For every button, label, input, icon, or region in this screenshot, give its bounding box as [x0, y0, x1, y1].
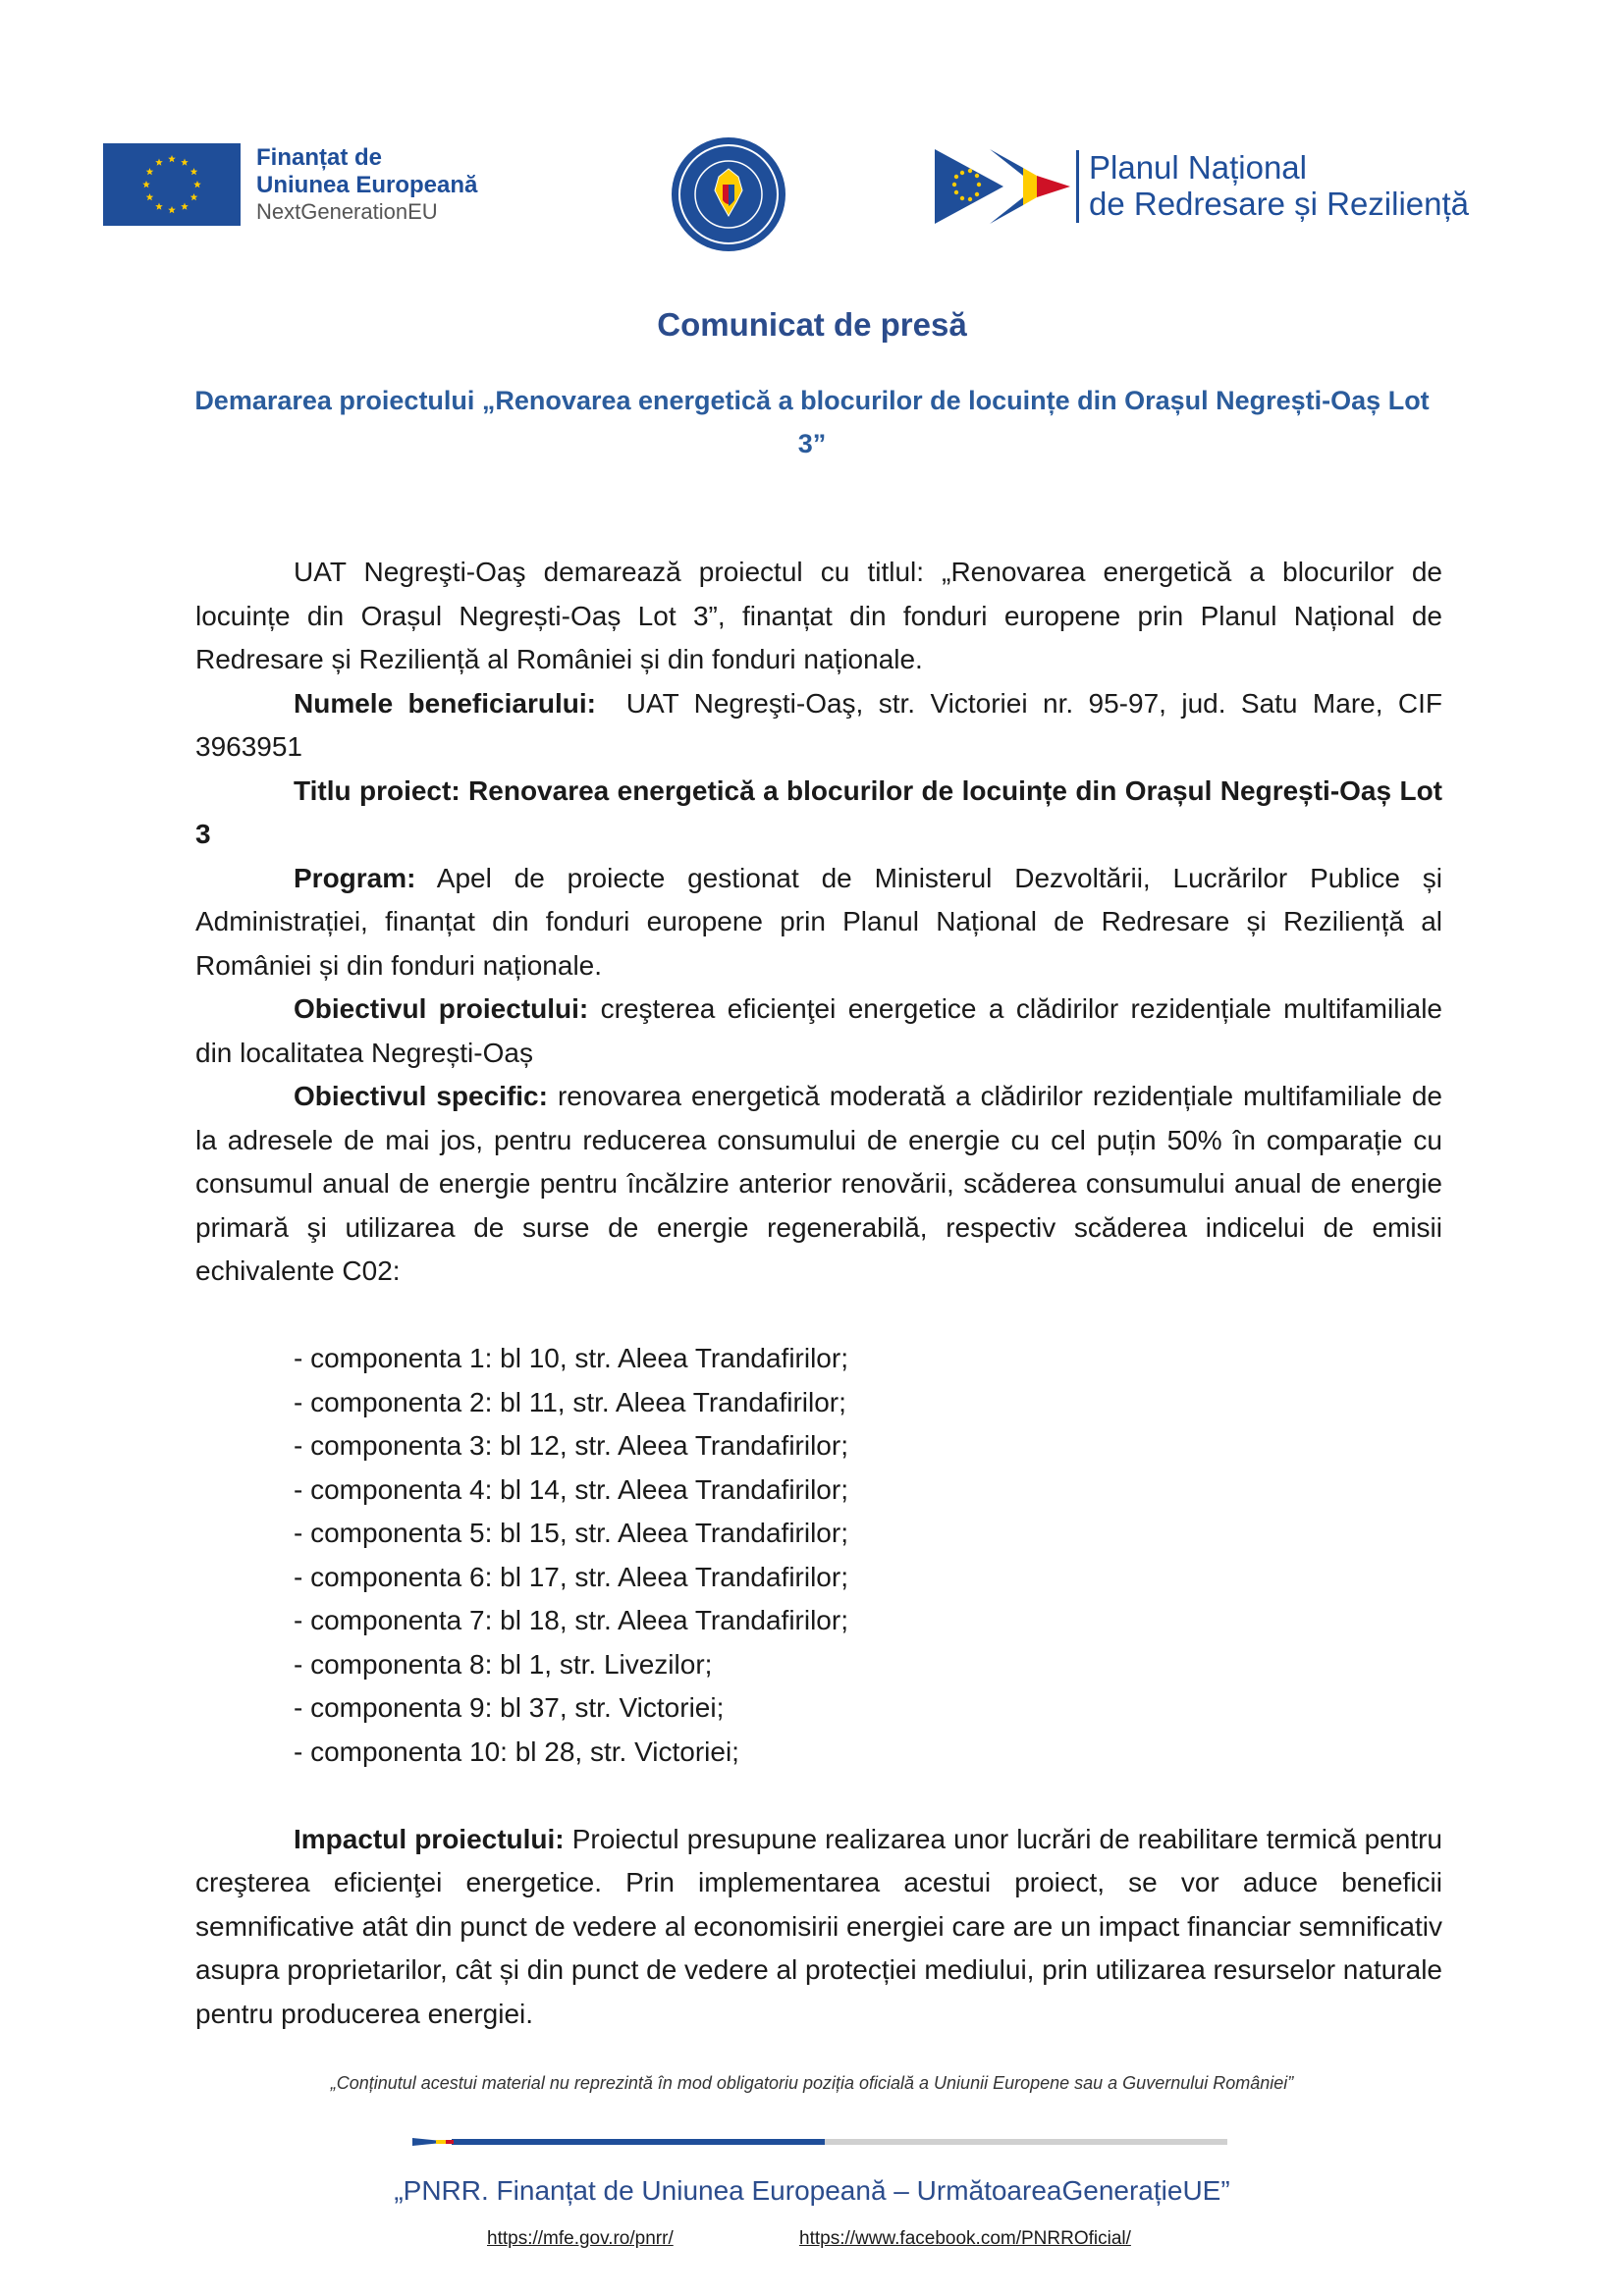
program-value: Apel de proiecte gestionat de Ministerul Dezvoltării, Lucrărilor Publice și Administrației, finanțat din fonduri europene prin Planul Național de Redresare și Reziliență al României și din fonduri naționale.	[195, 862, 1443, 981]
eu-logo-line2: Uniunea Europeană	[256, 172, 478, 199]
eu-logo-line3: NextGenerationEU	[256, 199, 438, 225]
components-list	[195, 1337, 1442, 1774]
list-item: - componenta 9: bl 37, str. Victoriei;	[294, 1692, 725, 1723]
objective-paragraph	[195, 988, 1442, 1075]
page-title: Comunicat de presă	[657, 306, 967, 343]
facebook-link[interactable]: https://www.facebook.com/PNRROficial/	[799, 2228, 1131, 2249]
list-item: - componenta 10: bl 28, str. Victoriei;	[294, 1735, 739, 1767]
pnrr-logo-line1: Planul Național	[1089, 149, 1307, 187]
list-item: - componenta 3: bl 12, str. Aleea Trandafirilor;	[294, 1430, 848, 1461]
footer-links	[0, 2228, 1624, 2258]
program-paragraph	[195, 857, 1442, 988]
specific-objective-value: renovarea energetică moderată a clădirilor rezidențiale multifamiliale de la adresele de mai jos, pentru reducerea consumului de energie cu cel puțin 50% în comparație cu consumul anual de energie pentru încălzire anterior renovării, scăderea consumului anual de energie primară şi utilizarea de surse de energie regenerabilă, respectiv scăderea indicelui de emisii echivalente C02:	[195, 1081, 1443, 1286]
impact-paragraph	[195, 1818, 1442, 2037]
eu-logo-line1: Finanțat de	[256, 143, 383, 171]
eu-flag-icon	[103, 143, 241, 226]
impact-label: Impactul proiectului:	[294, 1823, 565, 1854]
intro-paragraph: UAT Negreşti-Oaş demarează proiectul cu titlul: „Renovarea energetică a blocurilor de locuințe din Orașul Negrești-Oaș Lot 3”, finanțat din fonduri europene prin Planul Național de Redresare și Reziliență al României și din fonduri naționale.	[195, 557, 1442, 674]
list-item: - componenta 2: bl 11, str. Aleea Trandafirilor;	[294, 1386, 846, 1417]
list-item: - componenta 8: bl 1, str. Livezilor;	[294, 1648, 713, 1680]
specific-objective-paragraph	[195, 1075, 1442, 1294]
list-item: - componenta 5: bl 15, str. Aleea Trandafirilor;	[294, 1518, 848, 1548]
pnrr-flag-icon	[935, 149, 1072, 224]
objective-value: creşterea eficienţei energetice a clădirilor rezidențiale multifamiliale din localitatea Negrești-Oaș	[195, 993, 1442, 1068]
beneficiary-label: Numele beneficiarului:	[294, 687, 596, 719]
pnrr-logo-line2: de Redresare și Reziliență	[1089, 186, 1470, 222]
footer-slogan: „PNRR. Finanțat de Uniunea Europeană – UrmătoareaGenerațieUE”	[394, 2175, 1230, 2206]
list-item: - componenta 7: bl 18, str. Aleea Trandafirilor;	[294, 1605, 848, 1635]
header-logos	[0, 126, 1624, 263]
pnrr-logo	[935, 149, 1469, 224]
program-label: Program:	[294, 862, 416, 893]
list-item: - componenta 4: bl 14, str. Aleea Trandafirilor;	[294, 1473, 848, 1505]
impact-value: Proiectul presupune realizarea unor lucrări de reabilitare termică pentru creşterea eficienţei energetice. Prin implementarea acestui proiect, se vor aduce beneficii semnificative atât din punct de vedere al economisirii energiei care are un impact financiar semnificativ asupra proprietarilor, cât și din punct de vedere al protecției mediului, prin utilizarea resurselor naturale pentru producerea energiei.	[195, 1823, 1443, 2029]
footer-flag-bar	[412, 2136, 1227, 2148]
eu-funding-logo	[103, 143, 477, 226]
specific-objective-label: Obiectivul specific:	[294, 1081, 548, 1111]
project-title-label: Titlu proiect:	[294, 774, 460, 806]
document-body	[195, 551, 1442, 2036]
beneficiary-paragraph	[195, 682, 1442, 770]
project-title-paragraph	[195, 770, 1442, 857]
page-subtitle: Demararea proiectului „Renovarea energetică a blocurilor de locuințe din Orașul Negrești-Oaș Lot 3”	[194, 386, 1430, 458]
pnrr-website-link[interactable]: https://mfe.gov.ro/pnrr/	[487, 2228, 674, 2249]
project-title-value: Renovarea energetică a blocurilor de locuințe din Orașul Negrești-Oaș Lot 3	[195, 774, 1442, 849]
pnrr-separator	[1076, 150, 1079, 223]
list-item: - componenta 1: bl 10, str. Aleea Trandafirilor;	[294, 1343, 848, 1373]
footer-disclaimer: „Conținutul acestui material nu reprezintă în mod obligatoriu poziția oficială a Uniunii Europene sau a Guvernului României”	[330, 2073, 1294, 2093]
romanian-government-seal-icon	[668, 133, 789, 255]
objective-label: Obiectivul proiectului:	[294, 993, 589, 1024]
beneficiary-value: UAT Negreşti-Oaş, str. Victoriei nr. 95-97, jud. Satu Mare, CIF 3963951	[195, 687, 1443, 762]
list-item: - componenta 6: bl 17, str. Aleea Trandafirilor;	[294, 1561, 848, 1592]
